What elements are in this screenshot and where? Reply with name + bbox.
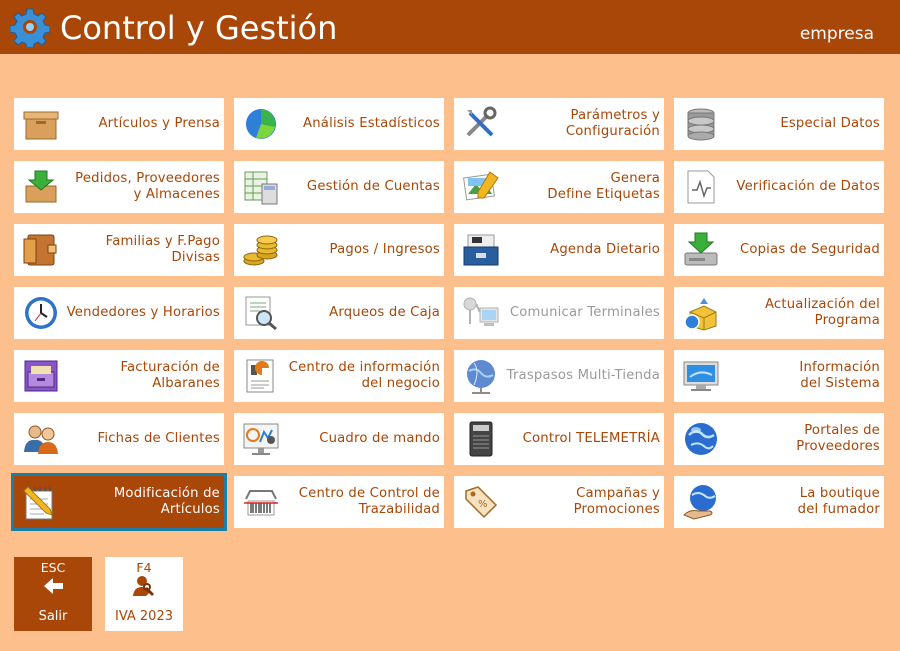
menu-tile-cuadro[interactable] [234,413,444,465]
menu-tile-label [280,98,440,150]
menu-tile-trazabilidad[interactable] [234,476,444,528]
label-line-1: Arqueos de Caja [329,305,440,320]
label-line-1: Artículos y Prensa [98,116,220,131]
label-line-2: del negocio [361,376,440,391]
barcode-scanner-icon [242,483,280,521]
label-line-2: del Sistema [800,376,880,391]
menu-tile-parametros[interactable] [454,98,664,150]
menu-tile-analisis[interactable] [234,98,444,150]
menu-tile-modificacion[interactable] [14,476,224,528]
menu-tile-articulos[interactable] [14,98,224,150]
company-name: empresa [799,24,874,44]
label-line-1: Control TELEMETRÍA [522,431,660,446]
menu-tile-especial[interactable] [674,98,884,150]
menu-tile-label [720,98,880,150]
label-line-1: Modificación de [113,486,220,501]
card-index-icon [462,231,500,269]
label-line-1: Centro de información [288,360,440,375]
fkey-label: F4 [136,560,152,575]
price-tags-icon [462,483,500,521]
pie-chart-icon [242,105,280,143]
menu-tile-label [500,98,660,150]
label-line-1: Especial Datos [780,116,880,131]
app-title: Control y Gestión [60,9,338,47]
menu-tile-portales[interactable] [674,413,884,465]
menu-tile-telemetria[interactable] [454,413,664,465]
menu-tile-label [720,161,880,213]
svg-text:%: % [478,499,488,510]
menu-tile-label [500,413,660,465]
menu-tile-label [500,350,660,402]
label-line-2: Promociones [573,502,660,517]
fkey-label: ESC [40,560,66,575]
label-line-2: Divisas [171,250,220,265]
label-line-1: Portales de [804,423,880,438]
user-wrench-icon [132,575,156,597]
label-line-2: Artículos [160,502,220,517]
menu-tile-facturacion[interactable] [14,350,224,402]
menu-tile-informacion[interactable] [674,350,884,402]
label-line-2: Proveedores [796,439,880,454]
menu-tile-comunicar[interactable] [454,287,664,339]
clock-icon [22,294,60,332]
menu-tile-familias[interactable] [14,224,224,276]
label-line-1: Facturación de [120,360,220,375]
menu-tile-etiquetas[interactable] [454,161,664,213]
label-line-1: Pagos / Ingresos [329,242,440,257]
exit-button[interactable] [14,557,92,631]
menu-tile-campanas[interactable] [454,476,664,528]
label-line-1: Verificación de Datos [736,179,880,194]
globe-hand-icon [682,483,720,521]
menu-tile-label [280,350,440,402]
label-line-1: La boutique [799,486,880,501]
network-terminals-icon [462,294,500,332]
spreadsheet-calculator-icon [242,168,280,206]
button-label: IVA 2023 [114,609,173,624]
menu-tile-vendedores[interactable] [14,287,224,339]
globe-network-icon [462,357,500,395]
gear-icon [10,7,50,47]
menu-tile-label [280,413,440,465]
menu-tile-label [500,161,660,213]
label-line-1: Campañas y [576,486,660,501]
label-line-1: Centro de Control de [298,486,440,501]
label-line-1: Copias de Seguridad [739,242,880,257]
menu-tile-label [60,98,220,150]
menu-tile-label [280,476,440,528]
menu-tile-traspasos[interactable] [454,350,664,402]
menu-tile-verificacion[interactable] [674,161,884,213]
menu-tile-pagos[interactable] [234,224,444,276]
box-download-icon [22,168,60,206]
box-icon [22,105,60,143]
document-check-icon [682,168,720,206]
label-line-1: Agenda Dietario [550,242,660,257]
menu-tile-label [280,287,440,339]
label-line-1: Familias y F.Pago [105,234,220,249]
menu-tile-copias[interactable] [674,224,884,276]
label-line-1: Pedidos, Proveedores [75,171,220,186]
notepad-pencil-icon [22,483,60,521]
tools-icon [462,105,500,143]
menu-tile-cuentas[interactable] [234,161,444,213]
label-line-1: Actualización del [764,297,880,312]
menu-tile-boutique[interactable] [674,476,884,528]
iva-2023-button[interactable] [105,557,183,631]
menu-tile-pedidos[interactable] [14,161,224,213]
dashboard-icon [242,420,280,458]
menu-tile-label [720,476,880,528]
label-line-1: Cuadro de mando [319,431,440,446]
menu-tile-label [60,224,220,276]
menu-tile-label [720,224,880,276]
menu-tile-label [60,287,220,339]
users-icon [22,420,60,458]
label-line-2: Configuración [565,124,660,139]
menu-tile-label [720,350,880,402]
label-line-1: Gestión de Cuentas [306,179,440,194]
button-label: Salir [38,609,68,624]
menu-tile-centro-info[interactable] [234,350,444,402]
label-line-1: Información [799,360,880,375]
menu-tile-label [720,287,880,339]
report-chart-icon [242,357,280,395]
menu-tile-label [500,224,660,276]
label-line-2: Trazabilidad [358,502,440,517]
menu-tile-label [720,413,880,465]
menu-tile-label [60,161,220,213]
menu-tile-label [60,413,220,465]
coins-icon [242,231,280,269]
wallet-icon [22,231,60,269]
label-line-1: Parámetros y [570,108,660,123]
label-line-1: Fichas de Clientes [97,431,220,446]
menu-tile-label [280,224,440,276]
menu-tile-actualizacion[interactable] [674,287,884,339]
server-icon [462,420,500,458]
menu-tile-label [60,476,220,528]
menu-tile-label [500,476,660,528]
label-line-2: Programa [814,313,880,328]
picture-pencil-icon [462,168,500,206]
label-line-1: Traspasos Multi-Tienda [506,368,660,383]
drawer-icon [22,357,60,395]
update-package-icon [682,294,720,332]
label-line-2: y Almacenes [133,187,220,202]
label-line-2: Albaranes [152,376,220,391]
database-icon [682,105,720,143]
arrow-left-icon [41,575,65,597]
app-header [0,0,900,54]
label-line-1: Vendedores y Horarios [66,305,220,320]
label-line-2: del fumador [797,502,880,517]
label-line-1: Comunicar Terminales [509,305,660,320]
menu-tile-arqueos[interactable] [234,287,444,339]
document-search-icon [242,294,280,332]
label-line-1: Genera [610,171,660,186]
menu-tile-agenda[interactable] [454,224,664,276]
menu-tile-label [500,287,660,339]
label-line-2: Define Etiquetas [547,187,660,202]
menu-tile-label [60,350,220,402]
menu-tile-fichas[interactable] [14,413,224,465]
menu-tile-label [280,161,440,213]
globe-icon [682,420,720,458]
label-line-1: Análisis Estadísticos [303,116,440,131]
monitor-icon [682,357,720,395]
drive-backup-icon [682,231,720,269]
